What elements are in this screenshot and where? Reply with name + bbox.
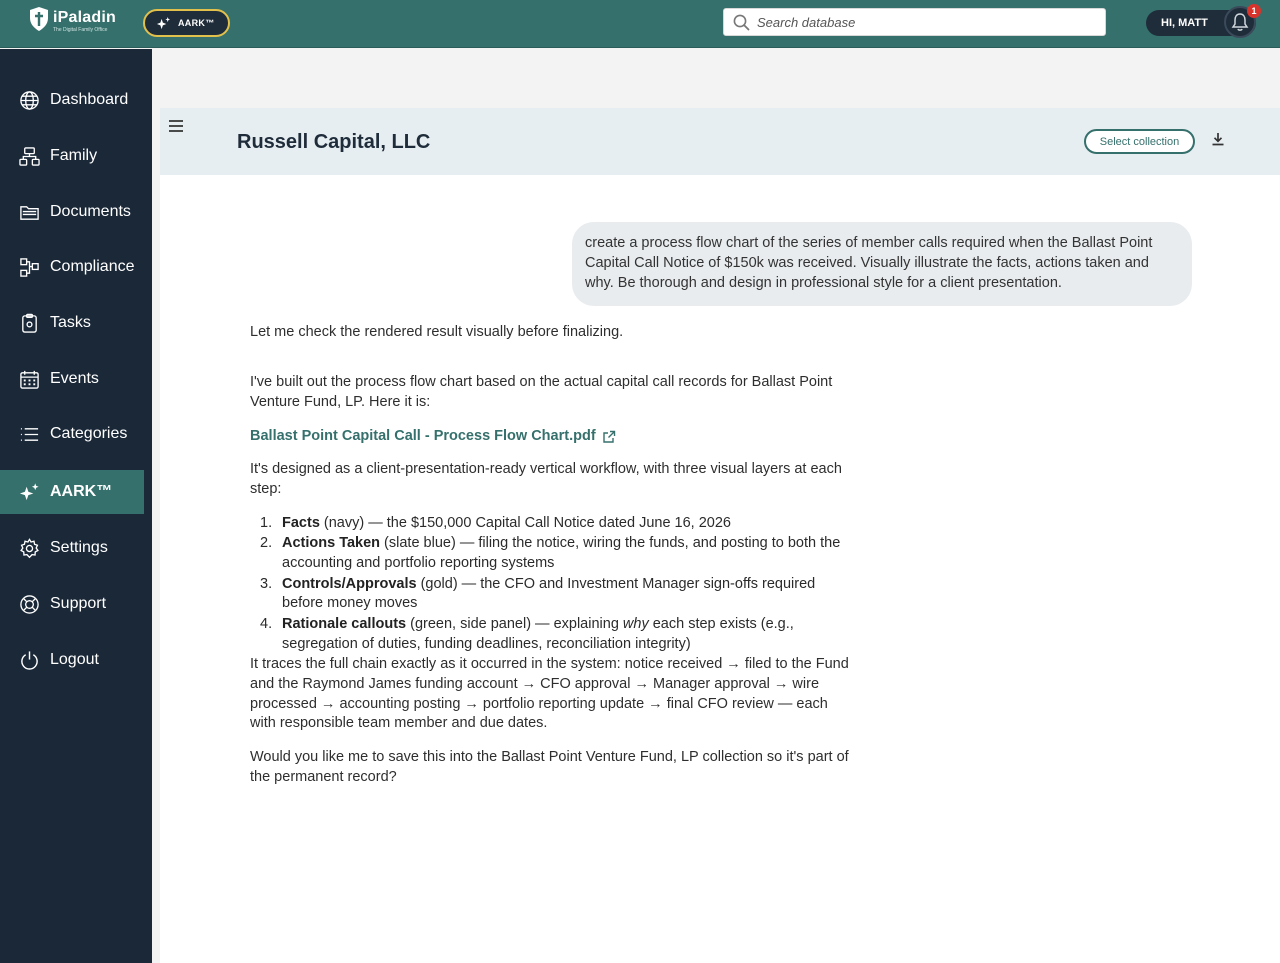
list-item-title: Controls/Approvals [282,575,417,592]
response-paragraph: I've built out the process flow chart based on the actual capital call records for Ballast Point Venture Fund, LP. Here it is: [250,374,833,410]
sidebar-item-aark[interactable] [0,470,144,514]
globe-icon [19,90,40,111]
list-number: 4. [260,615,273,632]
folder-icon [19,202,40,223]
family-tree-icon [19,146,40,167]
sidebar-item-logout[interactable] [0,638,144,682]
page-title: Russell Capital, LLC [237,131,431,153]
chat-area [160,175,1280,963]
sidebar-item-dashboard[interactable] [0,78,144,122]
sidebar-item-settings[interactable] [0,526,144,570]
notification-badge: 1 [1247,4,1261,18]
sidebar-item-family[interactable] [0,134,144,178]
sidebar-item-tasks[interactable] [0,301,144,345]
list-item-emphasis: why [622,615,649,632]
ipaladin-logo[interactable] [28,6,116,33]
list-item-title: Facts [282,515,320,531]
bell-icon [1231,12,1249,32]
sidebar-item-compliance[interactable] [0,245,144,289]
sidebar [0,49,152,963]
user-message-bubble: create a process flow chart of the series of member calls required when the Ballast Point Capital Call Notice of $150k was received. Visually illustrate the facts, actions taken and why. Be thorough and design in professional style for a client presentation. [572,222,1192,306]
lifebuoy-icon [19,594,40,615]
brand-tagline: The Digital Family Office [53,27,108,33]
response-paragraph: Let me check the rendered result visually before finalizing. [250,324,624,340]
list-item-text: (gold) — the CFO and Investment Manager sign-offs required before money moves [282,575,816,612]
hamburger-menu-icon[interactable] [168,119,184,133]
list-number: 2. [260,535,273,552]
user-greeting: HI, MATT [1161,17,1208,29]
sidebar-item-label: Tasks [50,314,91,331]
pdf-link-text: Ballast Point Capital Call - Process Flow Chart.pdf [250,428,596,444]
sparkle-icon [19,482,40,503]
sidebar-item-label: Events [50,370,99,387]
sidebar-item-categories[interactable] [0,412,144,456]
select-collection-button[interactable]: Select collection [1084,129,1195,154]
list-item [250,534,850,574]
list-item [250,615,850,655]
sidebar-item-label: Settings [50,539,108,556]
sidebar-item-label: Logout [50,651,99,668]
response-paragraph: It's designed as a client-presentation-ready vertical workflow, with three visual layers at each step: [250,461,842,497]
list-item-text: each step exists (e.g., segregation of duties, funding deadlines, reconciliation integrity) [282,615,794,652]
sidebar-item-label: AARK™ [50,483,113,500]
pdf-link[interactable] [250,427,850,447]
list-icon [19,424,40,445]
sidebar-item-support[interactable] [0,582,144,626]
search-input[interactable] [757,15,1087,30]
sidebar-item-label: Dashboard [50,91,129,108]
brand-name: iPaladin [53,9,116,26]
sidebar-item-label: Support [50,595,107,612]
external-link-icon [602,430,616,444]
top-bar [0,0,1280,48]
sidebar-item-label: Categories [50,425,128,442]
sidebar-item-label: Family [50,147,98,164]
power-icon [19,650,40,671]
list-item-title: Actions Taken [282,535,381,552]
aark-button[interactable] [143,9,230,37]
page-header [160,108,1280,175]
list-item-text: (slate blue) — filing the notice, wiring the funds, and posting to both the accounting and portfolio reporting systems [282,535,841,572]
search-bar[interactable] [723,8,1106,36]
aark-label: AARK™ [178,18,215,28]
list-number: 3. [260,575,273,592]
search-icon [733,14,750,31]
gear-icon [19,538,40,559]
flowchart-icon [19,257,40,278]
list-item [250,514,850,534]
sparkle-icon [156,16,171,31]
clipboard-icon [19,313,40,334]
sidebar-item-label: Compliance [50,258,135,275]
response-paragraph: Would you like me to save this into the Ballast Point Venture Fund, LP collection so it's part of the permanent record? [250,749,849,785]
shield-logo-icon [28,6,50,32]
response-paragraph: It traces the full chain exactly as it occurred in the system: notice received → filed to the Fund and the Raymond James funding account → CFO approval → Manager approval → wire processed → accounting posting → portfolio reporting update → final CFO review — each with responsible team member and due dates. [250,656,849,732]
list-item-text: (green, side panel) — explaining [406,615,623,632]
list-item [250,575,850,615]
calendar-icon [19,369,40,390]
layers-list [250,514,850,655]
sidebar-item-documents[interactable] [0,190,144,234]
list-item-text: (navy) — the $150,000 Capital Call Notice dated June 16, 2026 [319,515,731,531]
sidebar-item-label: Documents [50,203,131,220]
download-icon[interactable] [1210,131,1226,147]
list-item-title: Rationale callouts [282,615,407,632]
sidebar-item-events[interactable] [0,357,144,401]
list-number: 1. [260,515,273,531]
